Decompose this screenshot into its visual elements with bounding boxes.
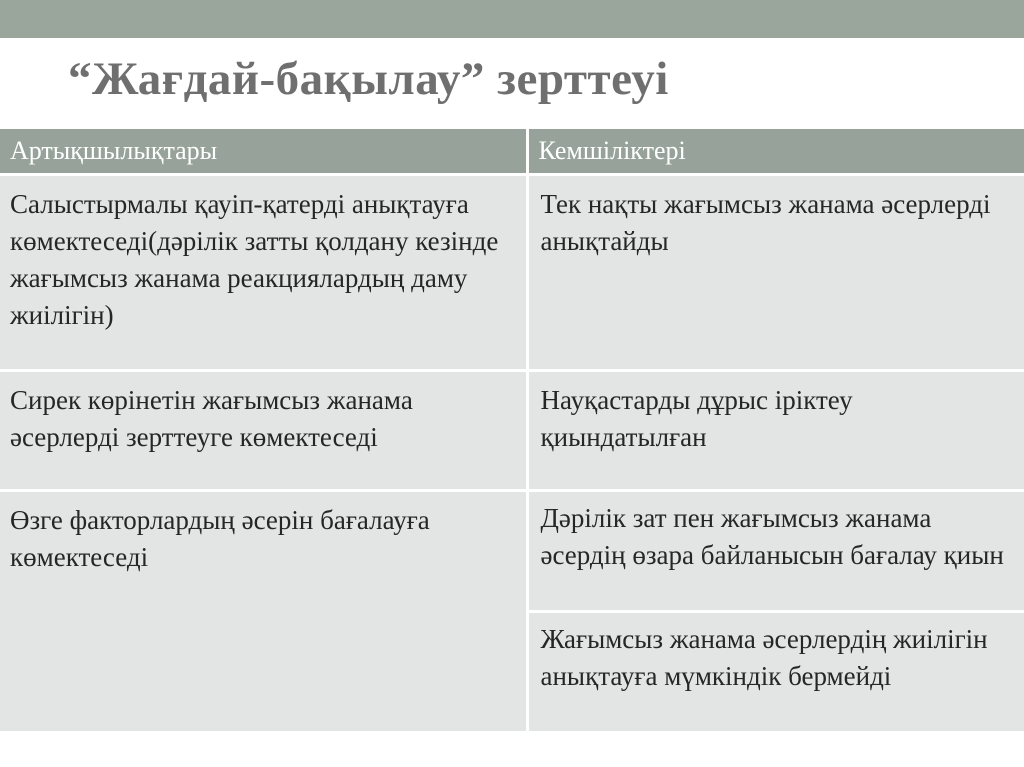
disadvantage-cell: [527, 491, 1024, 612]
advantage-cell: [0, 175, 527, 371]
header-advantages-label: Артықшылықтары: [10, 136, 218, 165]
slide-title: “Жағдай-бақылау” зерттеуі: [68, 53, 669, 105]
disadvantage-cell: [527, 371, 1024, 491]
table-row: [0, 175, 1024, 371]
disadvantage-text: Жағымсыз жанама әсерлердің жиілігін анықтауға мүмкіндік бермейді: [540, 624, 988, 691]
header-disadvantages-label: Кемшіліктері: [538, 136, 686, 165]
disadvantage-text: Дәрілік зат пен жағымсыз жанама әсердің өзара байланысын бағалау қиын: [540, 503, 1004, 570]
disadvantage-cell: [527, 612, 1024, 732]
disadvantage-cell: [527, 175, 1024, 371]
advantage-text: Салыстырмалы қауіп-қатерді анықтауға көмектеседі(дәрілік затты қолдану кезінде жағымсыз жанама реакциялардың даму жиілігін): [10, 189, 499, 330]
table-row: [0, 371, 1024, 491]
table-row: [0, 491, 1024, 612]
advantage-cell: [0, 491, 527, 732]
advantage-text: Өзге факторлардың әсерін бағалауға көмектеседі: [10, 505, 430, 572]
header-disadvantages: [527, 129, 1024, 175]
top-decorative-bar: [0, 0, 1024, 38]
table-header-row: [0, 129, 1024, 175]
advantage-cell: [0, 371, 527, 491]
disadvantage-text: Тек нақты жағымсыз жанама әсерлерді анықтайды: [540, 189, 991, 256]
comparison-table: [0, 129, 1024, 731]
header-advantages: [0, 129, 527, 175]
disadvantage-text: Науқастарды дұрыс іріктеу қиындатылған: [540, 385, 853, 452]
advantage-text: Сирек көрінетін жағымсыз жанама әсерлерді зерттеуге көмектеседі: [10, 385, 413, 452]
